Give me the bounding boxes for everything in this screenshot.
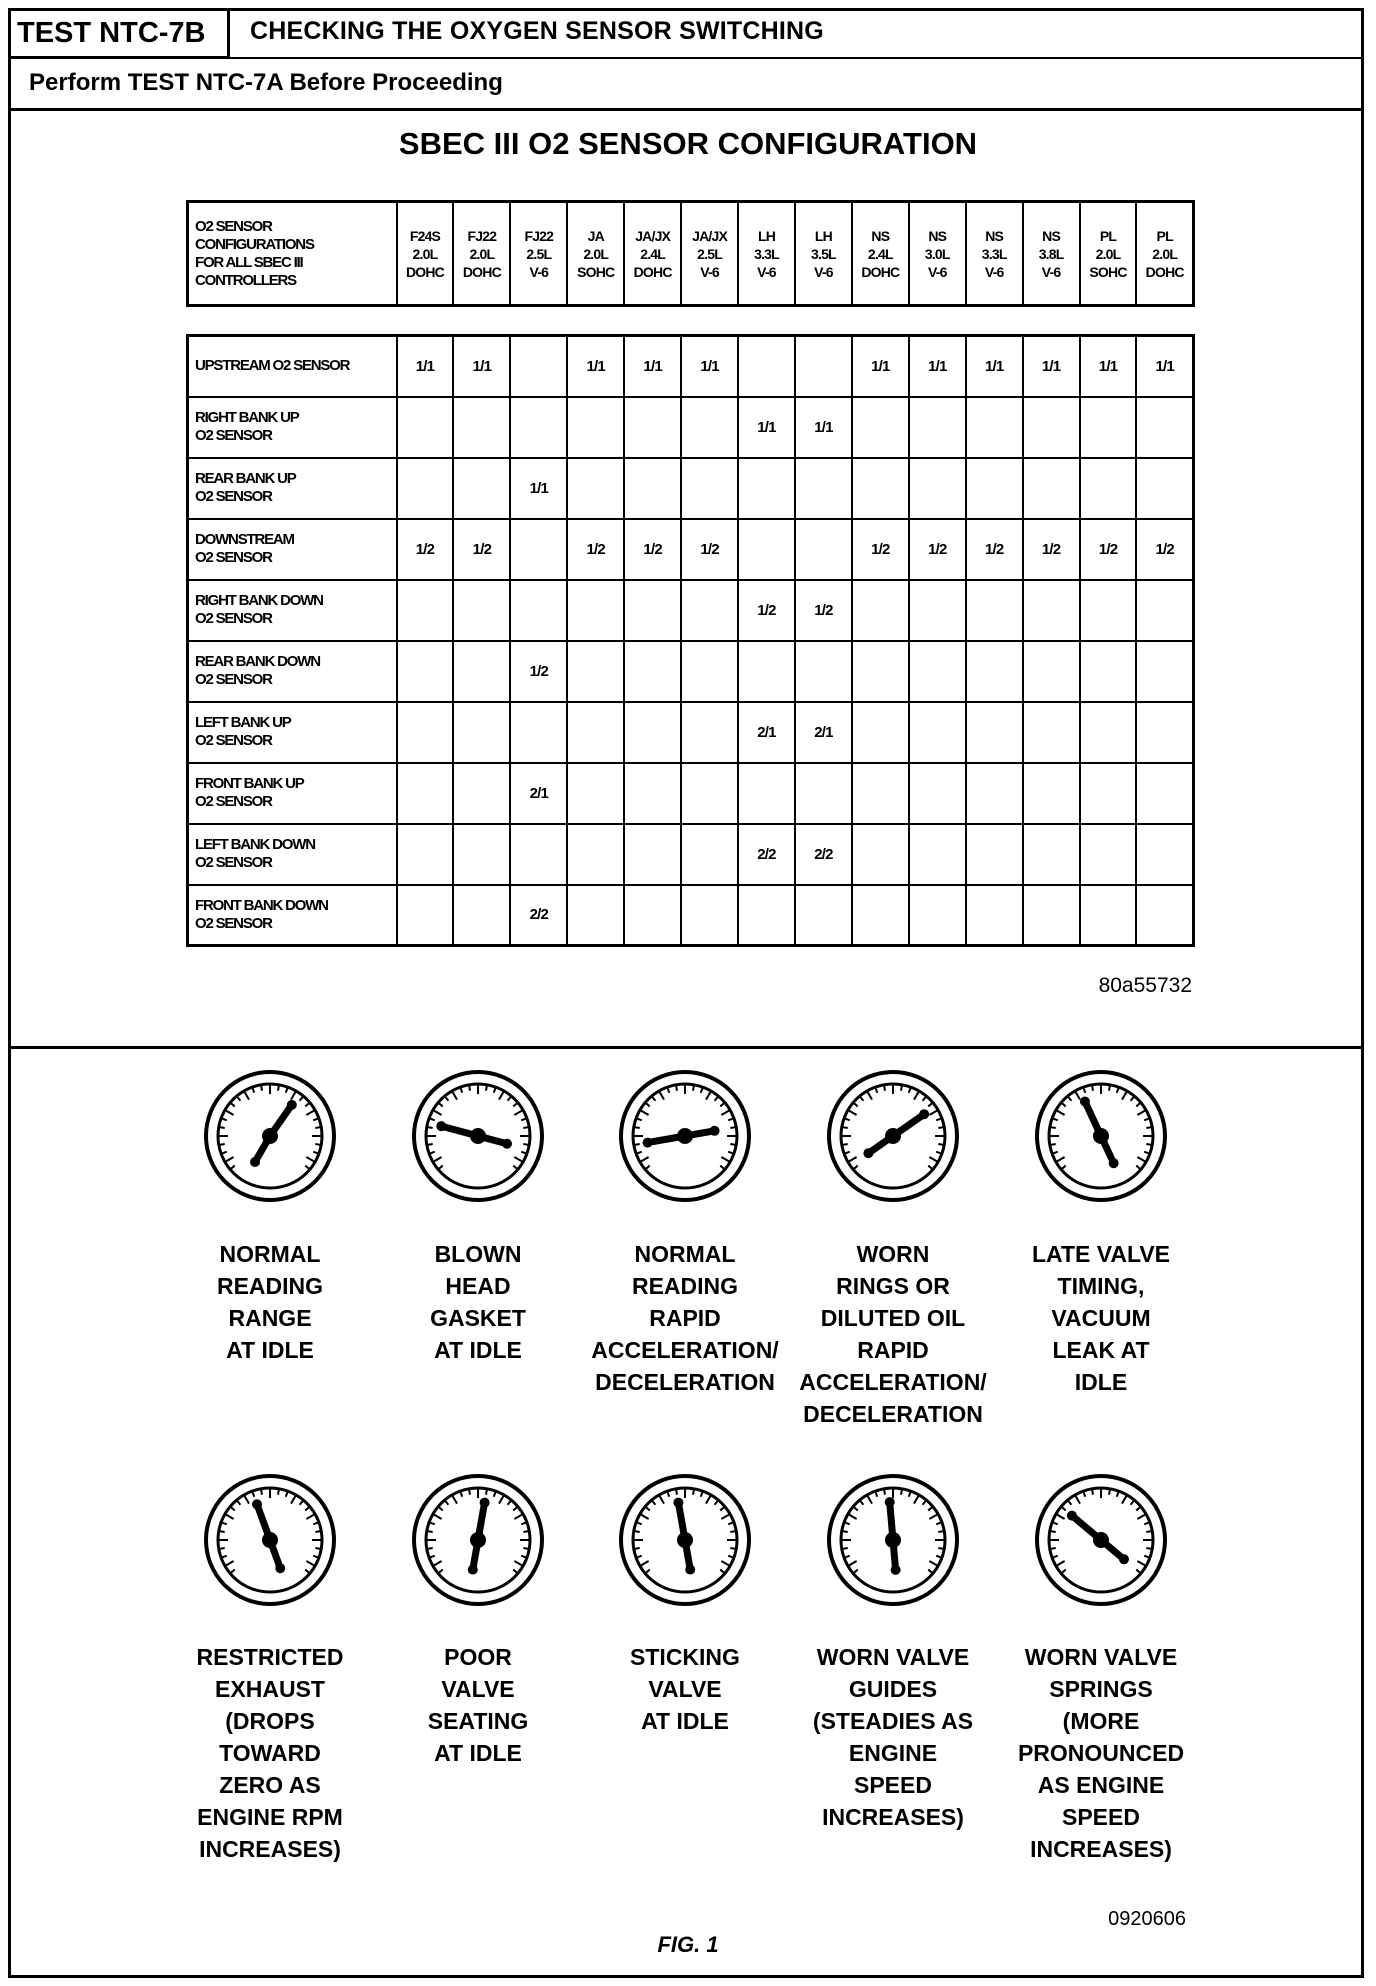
config-cell	[909, 824, 966, 885]
config-cell	[397, 702, 454, 763]
column-header-line: PL	[1099, 227, 1117, 244]
config-cell	[567, 580, 624, 641]
column-header-line: V-6	[927, 263, 947, 280]
config-column-header	[453, 202, 510, 306]
column-header-line: JA/JX	[692, 227, 728, 244]
column-header-line: NS	[871, 227, 890, 244]
column-header-line: NS	[1042, 227, 1061, 244]
config-cell	[453, 763, 510, 824]
vacuum-gauge-icon	[1031, 1066, 1171, 1206]
config-cell: 1/2	[1080, 519, 1137, 580]
config-cell	[453, 824, 510, 885]
config-cell	[1023, 885, 1080, 946]
sensor-label-line: DOWNSTREAM	[195, 531, 294, 548]
column-header-line: V-6	[1041, 263, 1061, 280]
config-cell	[966, 885, 1023, 946]
sensor-label-line: RIGHT BANK UP	[195, 409, 299, 426]
config-row	[188, 580, 1194, 641]
column-header-line: V-6	[757, 263, 776, 280]
config-column-header	[567, 202, 624, 306]
sensor-label-line: LEFT BANK UP	[195, 714, 291, 731]
figure-caption: FIG. 1	[657, 1932, 719, 1957]
test-id: TEST NTC-7B	[8, 8, 230, 59]
config-cell	[966, 458, 1023, 519]
config-cell	[795, 458, 852, 519]
column-header-line: DOHC	[861, 263, 900, 280]
config-column-header	[510, 202, 567, 306]
config-cell: 2/2	[795, 824, 852, 885]
corner-line: O2 SENSOR	[195, 217, 272, 235]
config-cell	[567, 702, 624, 763]
config-cell	[795, 763, 852, 824]
config-cell	[624, 885, 681, 946]
config-cell: 1/1	[852, 336, 909, 397]
sensor-label-line: O2 SENSOR	[195, 427, 272, 444]
config-cell: 1/2	[909, 519, 966, 580]
config-cell: 1/2	[624, 519, 681, 580]
corner-line: FOR ALL SBEC III	[195, 253, 303, 271]
column-header-line: 2.5L	[697, 245, 722, 262]
column-header-line: FJ22	[524, 227, 554, 244]
config-row	[188, 763, 1194, 824]
column-header-line: DOHC	[462, 263, 501, 280]
config-cell	[1080, 885, 1137, 946]
config-cell: 1/1	[397, 336, 454, 397]
config-cell	[567, 641, 624, 702]
config-cell	[397, 458, 454, 519]
column-header-line: 2.0L	[1152, 245, 1178, 262]
config-cell	[966, 641, 1023, 702]
config-cell	[1080, 641, 1137, 702]
config-cell	[1136, 885, 1193, 946]
column-header-line: JA	[587, 227, 604, 244]
config-corner-label	[188, 202, 397, 306]
config-cell: 1/2	[738, 580, 795, 641]
column-header-line: V-6	[984, 263, 1004, 280]
sensor-label-line: O2 SENSOR	[195, 854, 272, 871]
column-header-line: 2.5L	[526, 245, 552, 262]
config-cell: 1/1	[1023, 336, 1080, 397]
config-row	[188, 336, 1194, 397]
gauge-caption: NORMAL READING RANGE AT IDLE	[216, 1241, 324, 1363]
sensor-label-line: O2 SENSOR	[195, 732, 272, 749]
config-header-table	[186, 200, 1195, 307]
config-cell	[624, 763, 681, 824]
config-column-header	[624, 202, 681, 306]
config-cell	[453, 580, 510, 641]
sensor-label-line: FRONT BANK DOWN	[195, 896, 328, 914]
sensor-label-line: O2 SENSOR	[195, 549, 272, 566]
config-cell	[567, 397, 624, 458]
config-cell: 2/1	[795, 702, 852, 763]
config-cell: 1/2	[1136, 519, 1193, 580]
column-header-line: LH	[814, 227, 832, 244]
config-cell: 1/2	[852, 519, 909, 580]
column-header-line: PL	[1156, 227, 1173, 244]
config-cell: 1/2	[510, 641, 567, 702]
config-column-header	[1023, 202, 1080, 306]
sensor-label-line: O2 SENSOR	[195, 793, 272, 810]
vacuum-gauge-icon	[408, 1470, 548, 1610]
column-header-line: V-6	[814, 263, 833, 280]
config-cell	[738, 763, 795, 824]
sensor-label-line: REAR BANK DOWN	[195, 653, 320, 670]
config-cell	[909, 458, 966, 519]
config-cell	[510, 580, 567, 641]
config-cell	[852, 580, 909, 641]
config-cell	[1136, 397, 1193, 458]
config-cell	[795, 336, 852, 397]
gauge-caption: NORMAL READING RAPID ACCELERATION/ DECELERATION	[591, 1241, 779, 1395]
column-header-line: 2.4L	[867, 245, 893, 262]
column-header-line: 2.0L	[469, 245, 495, 262]
sensor-label-line: UPSTREAM O2 SENSOR	[195, 357, 350, 375]
config-cell	[1023, 641, 1080, 702]
test-subtitle: Perform TEST NTC-7A Before Proceeding	[8, 59, 1364, 111]
column-header-line: 2.0L	[412, 245, 438, 262]
config-table	[186, 334, 1195, 947]
config-cell	[1023, 397, 1080, 458]
config-cell: 2/2	[738, 824, 795, 885]
config-column-header	[397, 202, 454, 306]
config-cell	[397, 641, 454, 702]
vacuum-gauge-icon	[408, 1066, 548, 1206]
config-cell	[1136, 702, 1193, 763]
config-cell	[909, 763, 966, 824]
sensor-label	[188, 763, 397, 824]
config-cell	[966, 824, 1023, 885]
config-cell	[852, 397, 909, 458]
column-header-line: JA/JX	[635, 227, 671, 244]
config-figure-id: 80a55732	[1098, 974, 1192, 997]
column-header-line: 2.4L	[640, 245, 666, 262]
config-cell: 1/2	[567, 519, 624, 580]
config-cell	[738, 336, 795, 397]
vacuum-gauge-icon	[1031, 1470, 1171, 1610]
gauge-caption: WORN VALVE SPRINGS (MORE PRONOUNCED AS ENGINE SPEED INCREASES)	[1017, 1644, 1185, 1862]
sensor-label	[188, 885, 397, 946]
config-cell	[738, 641, 795, 702]
config-cell	[738, 885, 795, 946]
vacuum-gauge-icon	[200, 1066, 340, 1206]
config-column-header	[681, 202, 738, 306]
config-title: SBEC III O2 SENSOR CONFIGURATION	[398, 126, 978, 161]
column-header-line: 3.8L	[1038, 245, 1064, 262]
config-cell	[681, 763, 738, 824]
config-cell: 2/1	[738, 702, 795, 763]
config-cell	[681, 824, 738, 885]
sensor-label-line: O2 SENSOR	[195, 610, 272, 627]
config-cell	[1023, 763, 1080, 824]
column-header-line: 3.5L	[811, 245, 836, 262]
config-cell: 1/1	[909, 336, 966, 397]
config-cell: 1/2	[966, 519, 1023, 580]
section-divider	[8, 1046, 1364, 1049]
config-cell: 1/1	[567, 336, 624, 397]
config-cell	[1080, 580, 1137, 641]
config-cell	[567, 763, 624, 824]
config-cell	[1023, 702, 1080, 763]
corner-line: CONTROLLERS	[195, 271, 296, 289]
config-cell: 1/1	[966, 336, 1023, 397]
column-header-line: FJ22	[467, 227, 497, 244]
config-cell: 1/2	[795, 580, 852, 641]
config-cell: 1/1	[1136, 336, 1193, 397]
config-column-header	[966, 202, 1023, 306]
config-cell	[1080, 763, 1137, 824]
config-cell	[1023, 824, 1080, 885]
config-cell	[510, 397, 567, 458]
test-title: CHECKING THE OXYGEN SENSOR SWITCHING	[250, 17, 824, 45]
config-cell	[453, 702, 510, 763]
config-cell	[852, 885, 909, 946]
config-cell	[852, 458, 909, 519]
gauge-caption: POOR VALVE SEATING AT IDLE	[427, 1644, 529, 1766]
column-header-line: 3.3L	[754, 245, 779, 262]
config-row	[188, 824, 1194, 885]
config-cell	[681, 641, 738, 702]
gauges-figure-id: 0920606	[1108, 1908, 1186, 1930]
gauge-caption: WORN VALVE GUIDES (STEADIES AS ENGINE SPEED INCREASES)	[812, 1644, 974, 1830]
config-cell	[966, 763, 1023, 824]
config-cell	[397, 885, 454, 946]
config-cell: 1/1	[453, 336, 510, 397]
config-cell	[1136, 580, 1193, 641]
sensor-label	[188, 519, 397, 580]
column-header-line: F24S	[409, 227, 441, 244]
config-cell: 1/2	[1023, 519, 1080, 580]
config-cell	[624, 580, 681, 641]
config-column-header	[909, 202, 966, 306]
config-cell	[909, 641, 966, 702]
config-column-header	[795, 202, 852, 306]
config-cell	[1080, 397, 1137, 458]
config-cell	[453, 397, 510, 458]
config-cell	[567, 824, 624, 885]
config-cell	[510, 336, 567, 397]
column-header-line: DOHC	[405, 263, 444, 280]
column-header-line: 3.3L	[981, 245, 1007, 262]
config-cell: 1/1	[681, 336, 738, 397]
config-cell	[624, 702, 681, 763]
config-cell	[453, 458, 510, 519]
column-header-line: NS	[985, 227, 1004, 244]
vacuum-gauge-icon	[823, 1066, 963, 1206]
config-cell	[567, 885, 624, 946]
column-header-line: LH	[757, 227, 776, 244]
column-header-line: DOHC	[633, 263, 672, 280]
config-row	[188, 641, 1194, 702]
config-cell	[681, 580, 738, 641]
config-cell	[681, 458, 738, 519]
config-cell	[852, 702, 909, 763]
column-header-line: 3.0L	[924, 245, 950, 262]
config-row	[188, 702, 1194, 763]
config-cell	[795, 885, 852, 946]
sensor-label	[188, 458, 397, 519]
sensor-label	[188, 641, 397, 702]
config-cell	[397, 763, 454, 824]
sensor-label-line: O2 SENSOR	[195, 488, 272, 505]
column-header-line: 2.0L	[583, 245, 609, 262]
config-cell	[681, 397, 738, 458]
column-header-line: DOHC	[1145, 263, 1184, 280]
config-cell	[1136, 763, 1193, 824]
config-column-header	[1080, 202, 1137, 306]
config-cell: 2/1	[510, 763, 567, 824]
config-cell: 1/2	[681, 519, 738, 580]
sensor-label-line: FRONT BANK UP	[195, 775, 304, 792]
config-cell	[852, 641, 909, 702]
config-cell	[1023, 580, 1080, 641]
config-cell	[909, 397, 966, 458]
config-cell	[681, 885, 738, 946]
config-cell	[1023, 458, 1080, 519]
sensor-label-line: O2 SENSOR	[195, 914, 272, 932]
config-row	[188, 397, 1194, 458]
vacuum-gauge-icon	[615, 1066, 755, 1206]
config-cell: 1/2	[397, 519, 454, 580]
config-cell	[453, 641, 510, 702]
gauge-caption: RESTRICTED EXHAUST (DROPS TOWARD ZERO AS ENGINE RPM INCREASES)	[196, 1644, 344, 1862]
config-cell	[909, 580, 966, 641]
sensor-label	[188, 336, 397, 397]
config-column-header	[1136, 202, 1193, 306]
vacuum-gauge-icon	[823, 1470, 963, 1610]
config-cell: 1/1	[624, 336, 681, 397]
column-header-line: 2.0L	[1095, 245, 1121, 262]
config-cell	[624, 397, 681, 458]
config-cell: 1/2	[453, 519, 510, 580]
sensor-label	[188, 397, 397, 458]
config-cell	[1080, 458, 1137, 519]
config-cell	[624, 824, 681, 885]
gauge-caption: WORN RINGS OR DILUTED OIL RAPID ACCELERATION/ DECELERATION	[799, 1241, 987, 1427]
sensor-label	[188, 702, 397, 763]
config-cell	[624, 458, 681, 519]
config-cell	[681, 702, 738, 763]
config-row	[188, 519, 1194, 580]
config-cell	[909, 885, 966, 946]
config-cell	[510, 824, 567, 885]
config-cell	[1136, 458, 1193, 519]
config-cell	[397, 397, 454, 458]
sensor-label-line: LEFT BANK DOWN	[195, 836, 315, 853]
sensor-label	[188, 580, 397, 641]
config-cell	[795, 641, 852, 702]
config-cell: 1/1	[738, 397, 795, 458]
gauge-caption: LATE VALVE TIMING, VACUUM LEAK AT IDLE	[1032, 1241, 1170, 1395]
config-cell: 1/1	[1080, 336, 1137, 397]
config-cell	[453, 885, 510, 946]
config-cell	[1136, 824, 1193, 885]
config-cell	[852, 763, 909, 824]
config-cell: 1/1	[795, 397, 852, 458]
config-cell	[510, 519, 567, 580]
config-cell	[624, 641, 681, 702]
column-header-line: NS	[928, 227, 947, 244]
config-cell	[909, 702, 966, 763]
config-cell	[1080, 702, 1137, 763]
config-cell	[738, 519, 795, 580]
config-cell	[795, 519, 852, 580]
gauge-caption: STICKING VALVE AT IDLE	[630, 1644, 740, 1734]
column-header-line: SOHC	[1089, 263, 1127, 280]
sensor-label-line: O2 SENSOR	[195, 671, 272, 688]
config-row	[188, 885, 1194, 946]
config-cell	[397, 580, 454, 641]
column-header-line: SOHC	[577, 263, 615, 280]
config-cell	[852, 824, 909, 885]
config-cell	[966, 702, 1023, 763]
gauge-caption: BLOWN HEAD GASKET AT IDLE	[430, 1241, 526, 1363]
config-cell: 1/1	[510, 458, 567, 519]
sensor-label	[188, 824, 397, 885]
config-cell	[1136, 641, 1193, 702]
corner-line: CONFIGURATIONS	[195, 235, 314, 253]
config-cell	[738, 458, 795, 519]
config-column-header	[852, 202, 909, 306]
vacuum-gauge-icon	[200, 1470, 340, 1610]
config-cell	[397, 824, 454, 885]
config-row	[188, 458, 1194, 519]
config-cell	[510, 702, 567, 763]
config-cell	[966, 580, 1023, 641]
config-cell: 2/2	[510, 885, 567, 946]
config-column-header	[738, 202, 795, 306]
vacuum-gauge-icon	[615, 1470, 755, 1610]
sensor-label-line: RIGHT BANK DOWN	[195, 592, 323, 609]
column-header-line: V-6	[529, 263, 549, 280]
sensor-label-line: REAR BANK UP	[195, 470, 296, 487]
config-cell	[1080, 824, 1137, 885]
config-cell	[567, 458, 624, 519]
column-header-line: V-6	[700, 263, 719, 280]
config-cell	[966, 397, 1023, 458]
